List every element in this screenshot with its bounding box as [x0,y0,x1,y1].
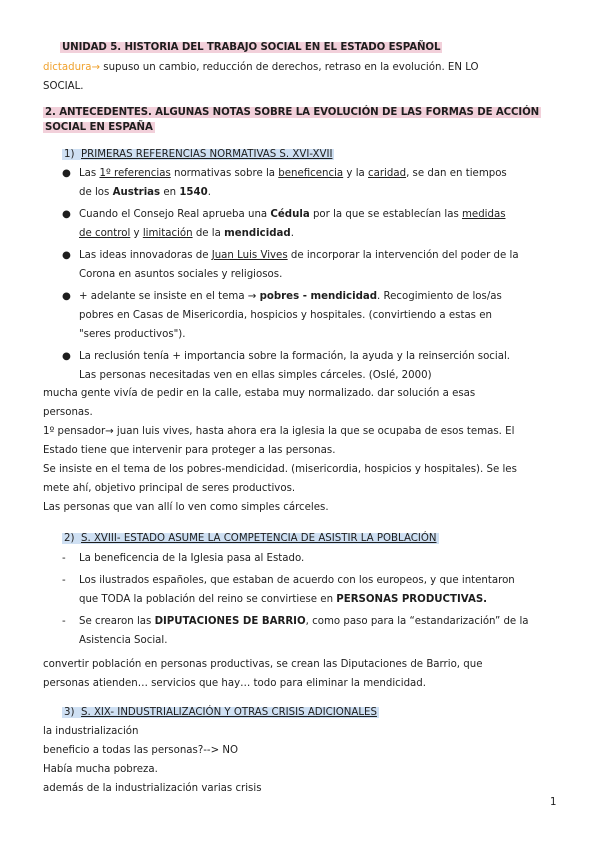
notes-block-2: convertir población en personas productivas, se crean las Diputaciones de Barrio, que personas atienden… servicios que hay… todo para eliminar la mendicidad. [43,659,483,689]
subsection3-heading: 3) S. XIX- INDUSTRIALIZACIÓN Y OTRAS CRISIS ADICIONALES [64,707,377,718]
notes-block-1: mucha gente vivía de pedir en la calle, estaba muy normalizado. dar solución a esas personas. 1º pensador→ juan luis vives, hasta ahora era la iglesia la que se ocupaba de esos temas. El Estado tiene que intervenir para proteger a las personas. Se insiste en el tema de los pobres-mendicidad. (misericordia, hospicios y hospitales). Se les mete ahí, objetivo principal de seres productivos. Las personas que van allí lo ven como simples cárceles. [43,388,517,513]
bullet-icon: ● [62,351,71,362]
list-item: ● Las 1º referencias normativas sobre la beneficencia y la caridad, se dan en tiempos de los Austrias en 1540. [62,164,562,202]
intro-keyword: dictadura [43,62,92,73]
list-item: - La beneficencia de la Iglesia pasa al Estado. [62,549,562,568]
dash-marker: - [62,575,66,586]
dash-marker: - [62,616,66,627]
dash-marker: - [62,553,66,564]
list-item: ● La reclusión tenía + importancia sobre la formación, la ayuda y la reinserción social. Las personas necesitadas ven en ellas simples cárceles. (Oslé, 2000) [62,347,562,385]
subsection2-heading: 2) S. XVIII- ESTADO ASUME LA COMPETENCIA DE ASISTIR LA POBLACIÓN [64,533,437,544]
arrow-icon: → [91,62,101,73]
section2-heading: 2. ANTECEDENTES. ALGUNAS NOTAS SOBRE LA EVOLUCIÓN DE LAS FORMAS DE ACCIÓN SOCIAL EN ESPAÑA [45,107,540,133]
unit-title: UNIDAD 5. HISTORIA DEL TRABAJO SOCIAL EN EL ESTADO ESPAÑOL [62,42,441,53]
subsection1-heading: 1) PRIMERAS REFERENCIAS NORMATIVAS S. XVI-XVII [64,149,333,160]
intro-paragraph: dictadura→ supuso un cambio, reducción de derechos, retraso en la evolución. EN LO SOCIAL. [43,62,479,92]
list-item: ● Cuando el Consejo Real aprueba una Cédula por la que se establecían las medidas de control y limitación de la mendicidad. [62,205,562,243]
list-item: ● Las ideas innovadoras de Juan Luis Vives de incorporar la intervención del poder de la Corona en asuntos sociales y religiosos. [62,246,562,284]
subsection1-bullets [62,164,562,388]
page-number: 1 [550,797,557,808]
list-item: - Los ilustrados españoles, que estaban de acuerdo con los europeos, y que intentaron que TODA la población del reino se convirtiese en PERSONAS PRODUCTIVAS. [62,571,562,609]
bullet-icon: ● [62,168,71,179]
bullet-icon: ● [62,250,71,261]
bullet-icon: ● [62,209,71,220]
bullet-icon: ● [62,291,71,302]
list-item: ● + adelante se insiste en el tema → pobres - mendicidad. Recogimiento de los/as pobres en Casas de Misericordia, hospicios y hospitales. (convirtiendo a estas en "seres productivos"). [62,287,562,344]
list-item: - Se crearon las DIPUTACIONES DE BARRIO, como paso para la “estandarización” de la Asistencia Social. [62,612,562,650]
notes-block-3: la industrialización beneficio a todas las personas?--> NO Había mucha pobreza. además de la industrialización varias crisis [43,726,262,794]
subsection2-bullets [62,549,562,653]
